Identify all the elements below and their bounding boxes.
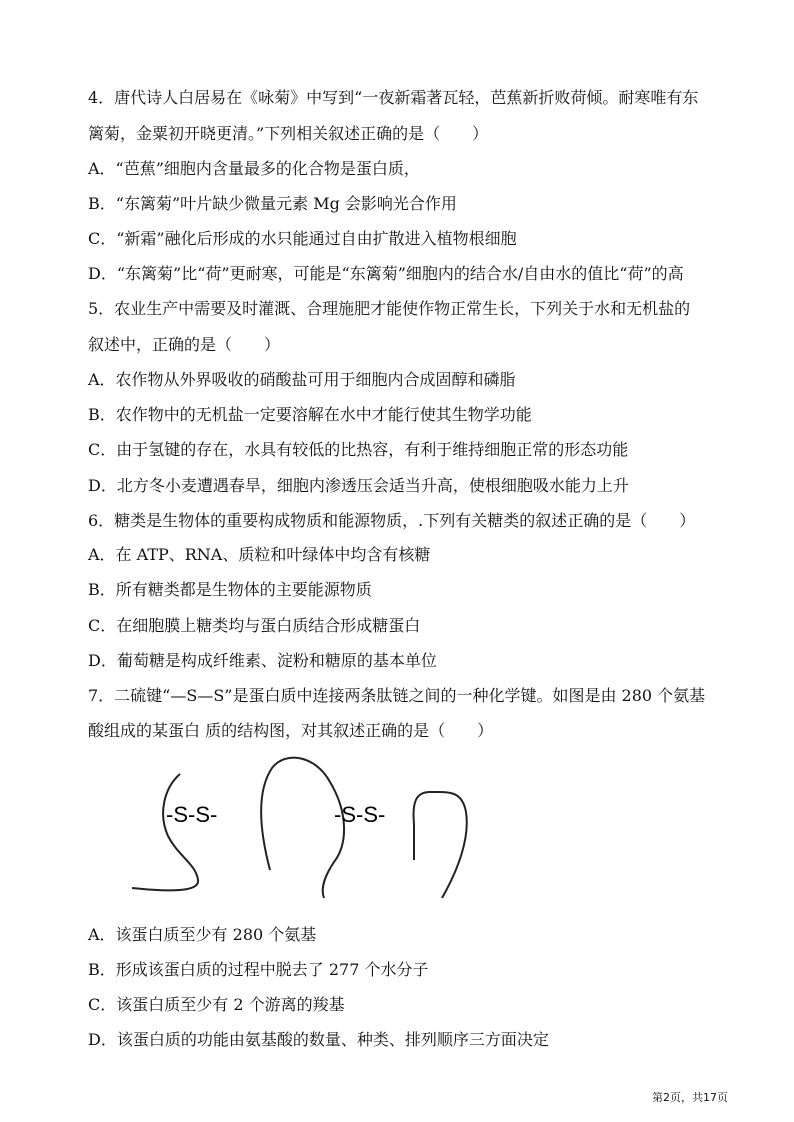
- q4-option-a: A．“芭蕉”细胞内含量最多的化合物是蛋白质，: [88, 159, 420, 178]
- q7-option-a: A．该蛋白质至少有 280 个氨基: [88, 925, 317, 944]
- q6-option-a: A．在 ATP、RNA、质粒和叶绿体中均含有核糖: [88, 545, 431, 564]
- q7-option-c: C．该蛋白质至少有 2 个游离的羧基: [88, 995, 345, 1014]
- peptide-chain-left: [132, 774, 198, 890]
- q5-stem-line2: 叙述中，正确的是（ ）: [88, 335, 281, 354]
- q4-stem-line1: 4．唐代诗人白居易在《咏菊》中写到“一夜新霜著瓦轻，芭蕉新折败荷倾。耐寒唯有东: [88, 88, 699, 107]
- disulfide-bond-left: -S-S-: [166, 802, 218, 827]
- q5-option-a: A．农作物从外界吸收的硝酸盐可用于细胞内合成固醇和磷脂: [88, 370, 516, 389]
- protein-structure-diagram: [120, 752, 500, 912]
- q6-option-b: B．所有糖类都是生物体的主要能源物质: [88, 580, 372, 599]
- disulfide-bond-right: -S-S-: [334, 802, 386, 827]
- q4-option-c: C．“新霜”融化后形成的水只能通过自由扩散进入植物根细胞: [88, 229, 517, 248]
- q5-option-d: D．北方冬小麦遭遇春旱，细胞内渗透压会适当升高，使根细胞吸水能力上升: [88, 476, 629, 495]
- q5-option-c: C．由于氢键的存在，水具有较低的比热容，有利于维持细胞正常的形态功能: [88, 440, 629, 459]
- q6-stem: 6．糖类是生物体的重要构成物质和能源物质，.下列有关糖类的叙述正确的是（ ）: [88, 511, 696, 530]
- q6-option-c: C．在细胞膜上糖类均与蛋白质结合形成糖蛋白: [88, 616, 421, 635]
- q6-option-d: D．葡萄糖是构成纤维素、淀粉和糖原的基本单位: [88, 651, 437, 670]
- q4-option-d: D．“东篱菊”比“荷”更耐寒，可能是“东篱菊”细胞内的结合水/自由水的值比“荷”的高: [88, 264, 684, 283]
- peptide-loop: [261, 758, 344, 898]
- q7-stem-line1: 7．二硫键“—S—S”是蛋白质中连接两条肽链之间的一种化学键。如图是由 280 个氨基: [88, 686, 706, 705]
- q5-option-b: B．农作物中的无机盐一定要溶解在水中才能行使其生物学功能: [88, 405, 532, 424]
- peptide-chain-right: [414, 792, 467, 898]
- q5-stem-line1: 5．农业生产中需要及时灌溉、合理施肥才能使作物正常生长，下列关于水和无机盐的: [88, 299, 691, 318]
- q7-option-d: D．该蛋白质的功能由氨基酸的数量、种类、排列顺序三方面决定: [88, 1030, 549, 1049]
- page-number: 第2页，共17页: [652, 1091, 728, 1104]
- q7-option-b: B．形成该蛋白质的过程中脱去了 277 个水分子: [88, 960, 429, 979]
- q7-stem-line2: 酸组成的某蛋白 质的结构图，对其叙述正确的是（ ）: [88, 721, 494, 740]
- q4-option-b: B．“东篱菊”叶片缺少微量元素 Mg 会影响光合作用: [88, 194, 457, 213]
- q4-stem-line2: 篱菊，金粟初开晓更清。”下列相关叙述正确的是（ ）: [88, 124, 489, 143]
